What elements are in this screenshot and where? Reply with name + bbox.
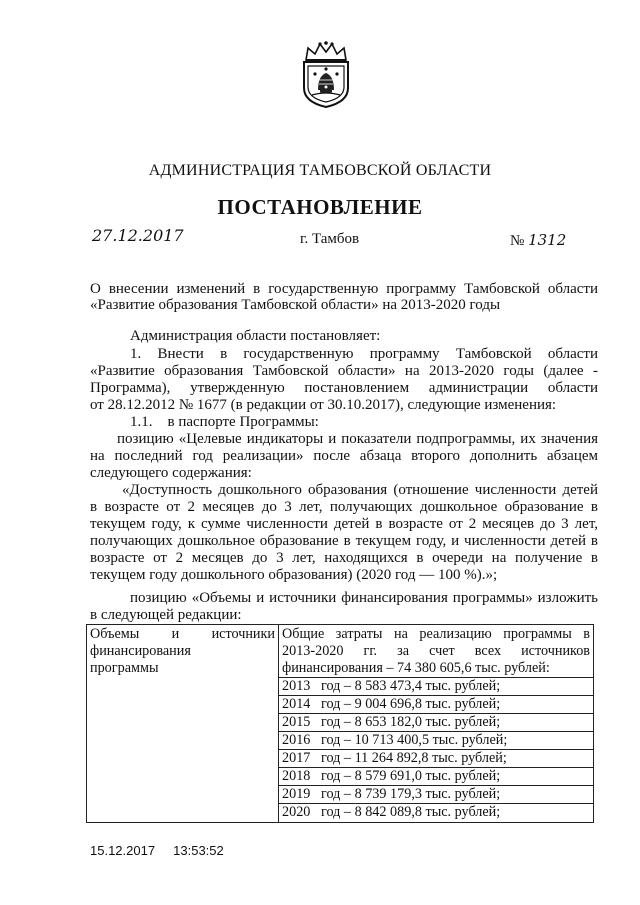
quote-line-1: «Доступность дошкольного образования (отношение численности детей [122, 482, 598, 498]
paragraph-1-line-3: Программа), утвержденную постановлением администрации области [90, 380, 598, 396]
handwritten-date: 27.12.2017 [92, 226, 184, 245]
left-cell-line-2: финансирования [90, 643, 191, 659]
left-cell-line-3: программы [90, 660, 159, 676]
table-left-cell [87, 625, 279, 823]
paragraph-2-line-1: позицию «Целевые индикаторы и показатели подпрограммы, их значения [117, 431, 598, 447]
year-2020-line: 2020 год – 8 842 089,8 тыс. рублей; [279, 803, 593, 821]
financing-table [86, 624, 594, 823]
paragraph-2-line-2: на последний год реализации» после абзаца второго дополнить абзацем [90, 448, 598, 464]
table-row [87, 625, 594, 823]
paragraph-1-line-1: 1. Внести в государственную программу Тамбовской области [130, 346, 598, 362]
subject-line-2: «Развитие образования Тамбовской области» на 2013-2020 годы [90, 297, 501, 313]
document-type-title: ПОСТАНОВЛЕНИЕ [217, 195, 423, 219]
paragraph-3-line-1: позицию «Объемы и источники финансирования программы» изложить [130, 590, 598, 606]
year-2019-line: 2019 год – 8 739 179,3 тыс. рублей; [279, 785, 593, 803]
quote-line-2: в возрасте от 2 месяцев до 3 лет, получающих дошкольное образование в [90, 499, 598, 515]
right-cell-line-3: финансирования – 74 380 605,6 тыс. рублей: [282, 660, 550, 676]
left-cell-line-1: Объемы и источники [90, 626, 275, 642]
year-2013-line: 2013 год – 8 583 473,4 тыс. рублей; [279, 677, 593, 695]
subparagraph-1-1: 1.1. в паспорте Программы: [130, 414, 319, 430]
year-2014-line: 2014 год – 9 004 696,8 тыс. рублей; [279, 695, 593, 713]
print-time: 13:53:52 [173, 843, 224, 858]
number-prefix: № [510, 233, 525, 249]
print-timestamp [90, 843, 224, 858]
right-cell-line-1: Общие затраты на реализацию программы в [282, 626, 590, 642]
city-label: г. Тамбов [300, 231, 360, 247]
intro-text: Администрация области постановляет: [130, 328, 381, 344]
paragraph-2-line-3: следующего содержания: [90, 465, 252, 481]
year-2016-line: 2016 год – 10 713 400,5 тыс. рублей; [279, 731, 593, 749]
organization-title: АДМИНИСТРАЦИЯ ТАМБОВСКОЙ ОБЛАСТИ [148, 162, 492, 179]
paragraph-1-line-4: от 28.12.2012 № 1677 (в редакции от 30.10.2017), следующие изменения: [90, 397, 557, 413]
right-cell-line-2: 2013-2020 гг. за счет всех источников [282, 643, 590, 659]
document-number [510, 231, 566, 250]
paragraph-1-line-2: «Развитие образования Тамбовской области» на 2013-2020 годы (далее - [90, 363, 598, 379]
coat-of-arms-emblem [298, 40, 354, 108]
quote-line-3: текущем году, к сумме численности детей в возрасте от 2 месяцев до 3 лет, [90, 516, 598, 532]
handwritten-number: 1312 [528, 231, 567, 249]
print-date: 15.12.2017 [90, 843, 156, 858]
table-right-cell [279, 625, 594, 823]
quote-line-6: текущем году дошкольного образования) (2020 год — 100 %).»; [90, 567, 498, 583]
year-2018-line: 2018 год – 8 579 691,0 тыс. рублей; [279, 767, 593, 785]
year-2015-line: 2015 год – 8 653 182,0 тыс. рублей; [279, 713, 593, 731]
year-2017-line: 2017 год – 11 264 892,8 тыс. рублей; [279, 749, 593, 767]
quote-line-5: возрасте от 2 месяцев до 3 лет, находящихся в очереди на получение в [90, 550, 598, 566]
quote-line-4: получающих дошкольное образование в текущем году, и численности детей в [90, 533, 598, 549]
paragraph-3-line-2: в следующей редакции: [90, 607, 242, 623]
subject-line-1: О внесении изменений в государственную программу Тамбовской области [90, 281, 598, 297]
